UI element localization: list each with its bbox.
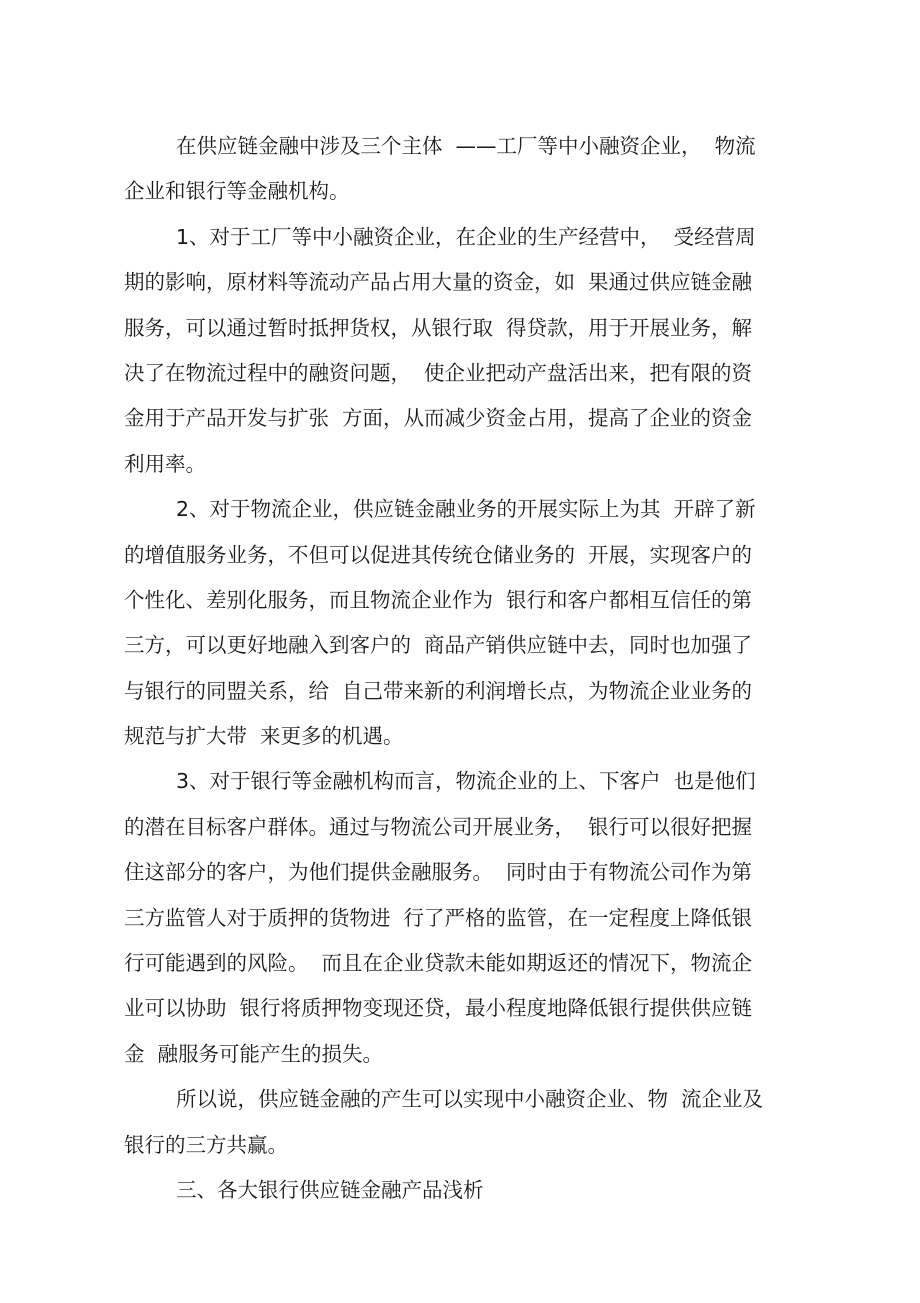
paragraph-intro (124, 124, 784, 215)
section-heading-text: 三、各大银行供应链金融产品浅析 (176, 1177, 484, 1202)
text-line: 服务，可以通过暂时抵押货权，从银行取 得贷款，用于开展业务，解 (124, 315, 753, 340)
paragraph-point-1 (124, 215, 784, 487)
text-line: 三方，可以更好地融入到客户的 商品产销供应链中去，同时也加强了 (124, 633, 753, 658)
text-line: 决了在物流过程中的融资问题， 使企业把动产盘活出来，把有限的资 (124, 360, 753, 385)
paragraph-point-2 (124, 487, 784, 759)
text-line: 业可以协助 银行将质押物变现还贷，最小程度地降低银行提供供应链 (124, 996, 753, 1021)
text-line: 金 融服务可能产生的损失。 (124, 1041, 384, 1066)
text-line: 3、对于银行等金融机构而言，物流企业的上、下客户 也是他们 (176, 769, 756, 794)
text-line: 个性化、差别化服务，而且物流企业作为 银行和客户都相互信任的第 (124, 587, 753, 612)
text-line: 银行的三方共赢。 (124, 1132, 288, 1157)
text-line: 利用率。 (124, 451, 206, 476)
text-line: 的潜在目标客户群体。通过与物流公司开展业务， 银行可以很好把握 (124, 814, 753, 839)
text-line: 与银行的同盟关系，给 自己带来新的利润增长点，为物流企业业务的 (124, 678, 753, 703)
text-line: 2、对于物流企业，供应链金融业务的开展实际上为其 开辟了新 (176, 497, 756, 522)
paragraph-conclusion (124, 1077, 784, 1168)
text-line: 1、对于工厂等中小融资企业，在企业的生产经营中， 受经营周 (176, 224, 756, 249)
text-line: 行可能遇到的风险。 而且在企业贷款未能如期返还的情况下，物流企 (124, 951, 753, 976)
text-line: 规范与扩大带 来更多的机遇。 (124, 724, 404, 749)
text-line: 住这部分的客户，为他们提供金融服务。 同时由于有物流公司作为第 (124, 860, 753, 885)
paragraph-point-3 (124, 759, 784, 1077)
section-heading (124, 1168, 784, 1213)
text-line: 所以说，供应链金融的产生可以实现中小融资企业、物 流企业及 (176, 1087, 764, 1112)
text-line: 企业和银行等金融机构。 (124, 179, 350, 204)
text-line: 金用于产品开发与扩张 方面，从而减少资金占用，提高了企业的资金 (124, 406, 753, 431)
document-body (124, 124, 784, 1213)
text-line: 的增值服务业务，不但可以促进其传统仓储业务的 开展，实现客户的 (124, 542, 753, 567)
text-line: 在供应链金融中涉及三个主体 ——工厂等中小融资企业， 物流 (176, 134, 756, 158)
text-line: 期的影响，原材料等流动产品占用大量的资金，如 果通过供应链金融 (124, 270, 753, 295)
text-line: 三方监管人对于质押的货物进 行了严格的监管，在一定程度上降低银 (124, 905, 753, 930)
